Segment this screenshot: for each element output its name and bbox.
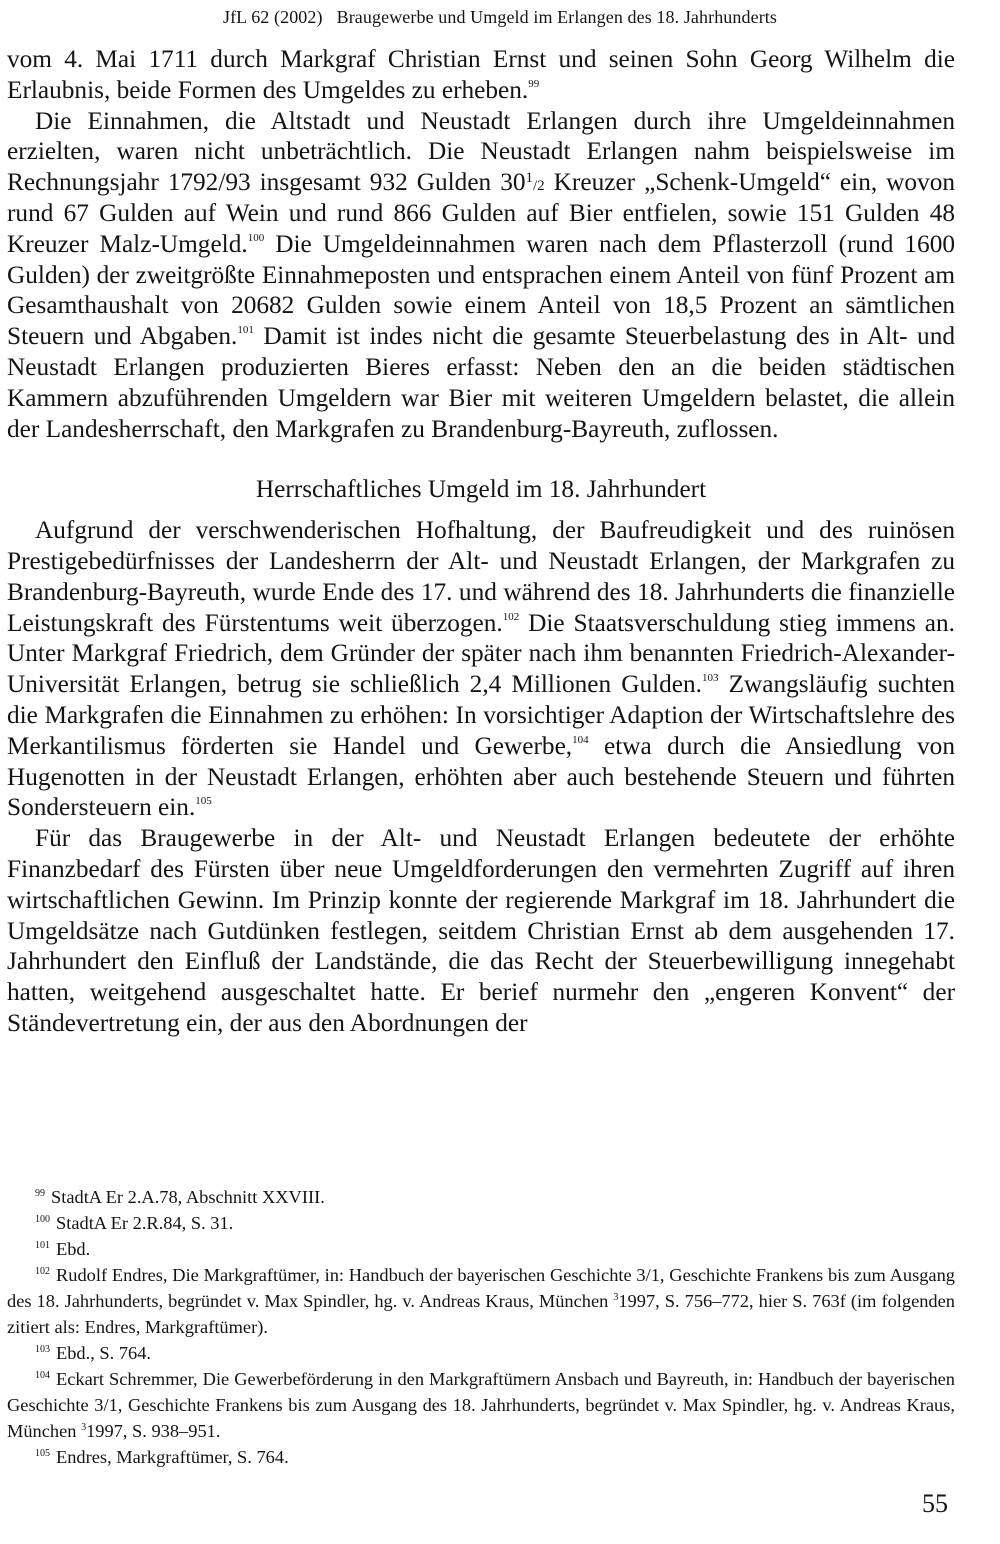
fraction-slash: / (533, 178, 538, 195)
fraction-denominator: 2 (537, 178, 545, 195)
footnote: $^{100}$ StadtA Er 2.R.84, S. 31. (35, 1213, 234, 1233)
footnote-ref: 105 (195, 795, 212, 808)
footnote: $^{99}$ StadtA Er 2.A.78, Abschnitt XXVIII. (35, 1187, 325, 1207)
footnote: $^{104}$ Eckart Schremmer, Die Gewerbeförderung in den Markgraftümern Ansbach und Bayreuth, in: Handbuch der bayerischen Geschichte 3/1, Geschichte Frankens bis zum Ausgang des 18. Jahrhunderts, begründet v. Max Spindler, hg. v. Andreas Kraus, München $^3$1997, S. 938–951. (7, 1369, 955, 1441)
paragraph-continuation: vom 4. Mai 1711 durch Markgraf Christian Ernst und seinen Sohn Georg Wilhelm die Erlaubnis, beide Formen des Umgeldes zu erheben.$^{99}$ (7, 45, 955, 104)
body-text (7, 44, 955, 1039)
footnote-ref: 101 (237, 324, 254, 337)
fraction-numerator: 1 (525, 170, 533, 187)
footnotes (7, 1184, 955, 1470)
footnote: $^{102}$ Rudolf Endres, Die Markgraftümer, in: Handbuch der bayerischen Geschichte 3/1, Geschichte Frankens bis zum Ausgang des 18. Jahrhunderts, begründet v. Max Spindler, hg. v. Andreas Kraus, München $^3$1997, S. 756–772, hier S. 763f (im folgenden zitiert als: Endres, Markgraftümer). (7, 1265, 955, 1337)
edition-number: 3 (81, 1422, 87, 1433)
footnote: $^{101}$ Ebd. (35, 1239, 91, 1259)
edition-number: 3 (613, 1292, 619, 1303)
footnote-ref: 99 (528, 77, 540, 90)
page-number: 55 (922, 1489, 948, 1518)
paragraph-brewing-trade: Für das Braugewerbe in der Alt- und Neustadt Erlangen bedeutete der erhöhte Finanzbedarf des Fürsten über neue Umgeldforderungen den vermehrten Zugriff auf ihren wirtschaftlichen Gewinn. Im Prinzip konnte der regierende Markgraf im 18. Jahrhundert die Umgeldsätze nach Gutdünken festlegen, seitdem Christian Ernst ab dem ausgehenden 17. Jahrhundert den Einfluß der Landstände, die das Recht der Steuerbewilligung innegehabt hatten, weitgehend ausgeschaltet hatte. Er berief nurmehr den „engeren Konvent“ der Ständevertretung ein, der aus den Abordnungen der (7, 824, 955, 1037)
paragraph-revenues: Die Einnahmen, die Altstadt und Neustadt Erlangen durch ihre Umgeldeinnahmen erzielten, waren nicht unbeträchtlich. Die Neustadt Erlangen nahm beispielsweise im Rechnungsjahr 1792/93 insgesamt 932 Gulden $30^1/2$ Kreuzer „Schenk-Umgeld“ ein, wovon rund 67 Gulden auf Wein und rund 866 Gulden auf Bier entfielen, sowie 151 Gulden 48 Kreuzer Malz-Umgeld.$^{100}$ Die Umgeldeinnahmen waren nach dem Pflasterzoll (rund 1600 Gulden) der zweitgrößte Einnahmeposten und entsprachen einem Anteil von fünf Prozent am Gesamthaushalt von 20682 Gulden sowie einem Anteil von 18,5 Prozent an sämtlichen Steuern und Abgaben.$^{101}$ Damit ist indes nicht die gesamte Steuerbelastung des in Alt- und Neustadt Erlangen produzierten Bieres erfasst: Neben den an die beiden städtischen Kammern abzuführenden Umgeldern war Bier mit weiteren Umgeldern belastet, die allein der Landesherrschaft, den Markgrafen zu Brandenburg-Bayreuth, zuflossen. (7, 106, 956, 443)
running-title: Braugewerbe und Umgeld im Erlangen des 18. Jahrhunderts (336, 7, 777, 27)
journal-reference: JfL 62 (2002) (222, 7, 323, 27)
footnote-ref: 103 (702, 672, 719, 685)
paragraph-state-debt: Aufgrund der verschwenderischen Hofhaltung, der Baufreudigkeit und des ruinösen Prestigebedürfnisses der Landesherrn der Alt- und Neustadt Erlangen, der Markgrafen zu Brandenburg-Bayreuth, wurde Ende des 17. und während des 18. Jahrhunderts die finanzielle Leistungskraft des Fürstentums weit überzogen.$^{102}$ Die Staatsverschuldung stieg immens an. Unter Markgraf Friedrich, dem Gründer der später nach ihm benannten Friedrich-Alexander-Universität Erlangen, betrug sie schließlich 2,4 Millionen Gulden.$^{103}$ Zwangsläufig suchten die Markgrafen die Einnahmen zu erhöhen: In vorsichtiger Adaption der Wirtschaftslehre des Merkantilismus förderten sie Handel und Gewerbe,$^{104}$ etwa durch die Ansiedlung von Hugenotten in der Neustadt Erlangen, erhöhten aber auch bestehende Steuern und führten Sondersteuern ein.$^{105}$ (7, 516, 955, 822)
running-header (0, 6, 1000, 28)
footnote: $^{103}$ Ebd., S. 764. (35, 1343, 152, 1363)
footnote-ref: 104 (572, 733, 589, 746)
footnote-ref: 102 (502, 610, 520, 623)
section-heading: Herrschaftliches Umgeld im 18. Jahrhundert (255, 475, 707, 504)
footnote: $^{105}$ Endres, Markgraftümer, S. 764. (35, 1447, 289, 1467)
footnote-ref: 100 (247, 231, 265, 244)
